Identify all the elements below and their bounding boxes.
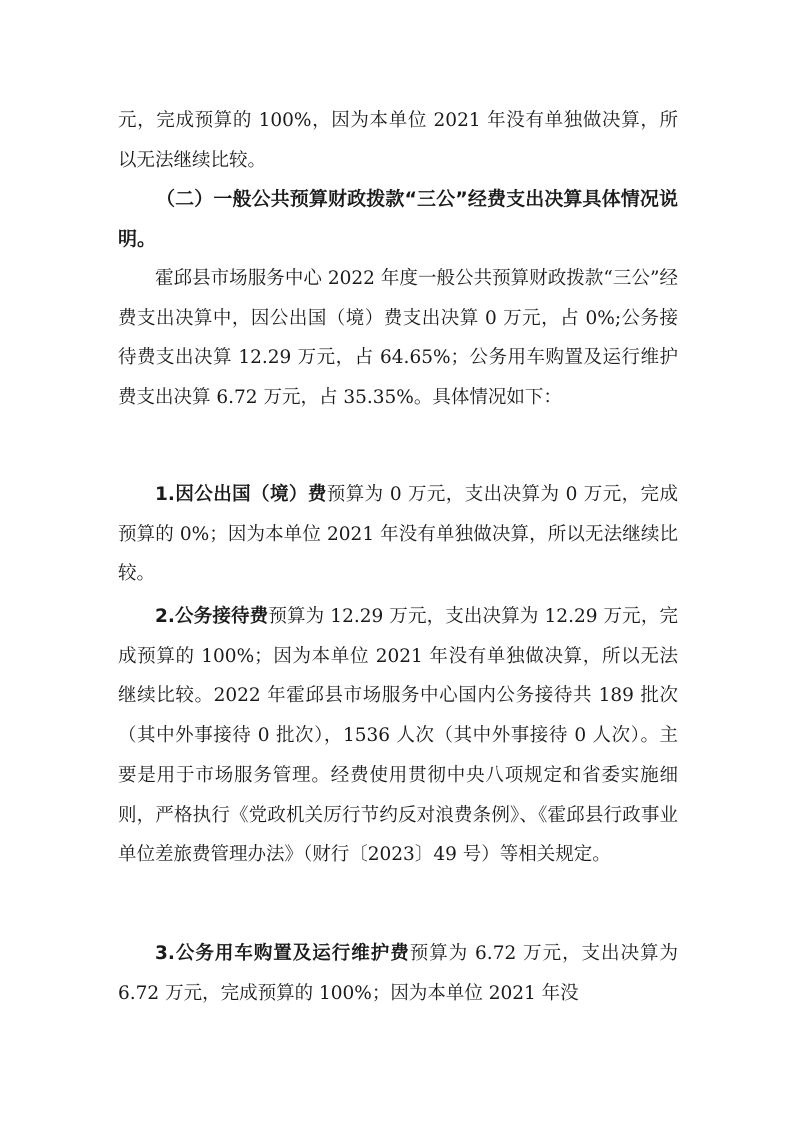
section-heading: （二）一般公共预算财政拨款“三公”经费支出决算具体情况说明。 xyxy=(118,188,678,250)
item-title: 3.公务用车购置及运行维护费 xyxy=(155,943,410,964)
item-text: 预算为 6.72 万元，支出决算为 6.72 万元，完成预算的 100%；因为本单位 2021 年没 xyxy=(118,943,678,1004)
item-text: 预算为 0 万元，支出决算为 0 万元，完成预算的 0%；因为本单位 2021 年没有单独做决算，所以无法继续比较。 xyxy=(118,484,678,585)
item-official-vehicle xyxy=(118,934,678,1013)
paragraph-summary: 霍邱县市场服务中心 2022 年度一般公共预算财政拨款“三公”经费支出决算中，因公出国（境）费支出决算 0 万元，占 0%;公务接待费支出决算 12.29 万元，占 64.65%；公务用车购置及运行维护费支出决算 6.72 万元，占 35.35%。具体情况如下： xyxy=(118,268,678,409)
item-overseas-travel xyxy=(118,475,678,594)
paragraph-continuation: 元，完成预算的 100%，因为本单位 2021 年没有单独做决算，所以无法继续比较。 xyxy=(118,110,678,171)
item-title: 2.公务接待费 xyxy=(155,606,269,627)
item-official-reception xyxy=(118,597,678,875)
item-title: 1.因公出国（境）费 xyxy=(155,484,327,505)
item-text: 预算为 12.29 万元，支出决算为 12.29 万元，完成预算的 100%；因为本单位 2021 年没有单独做决算，所以无法继续比较。2022 年霍邱县市场服务中心国内公务接待共 189 批次（其中外事接待 0 批次），1536 人次（其中外事接待 0 人次）。主要是用于市场服务管理。经费使用贯彻中央八项规定和省委实施细则，严格执行《党政机关厉行节约反对浪费条例》、《霍邱县行政事业单位差旅费管理办法》（财行〔2023〕49 号）等相关规定。 xyxy=(118,606,678,866)
